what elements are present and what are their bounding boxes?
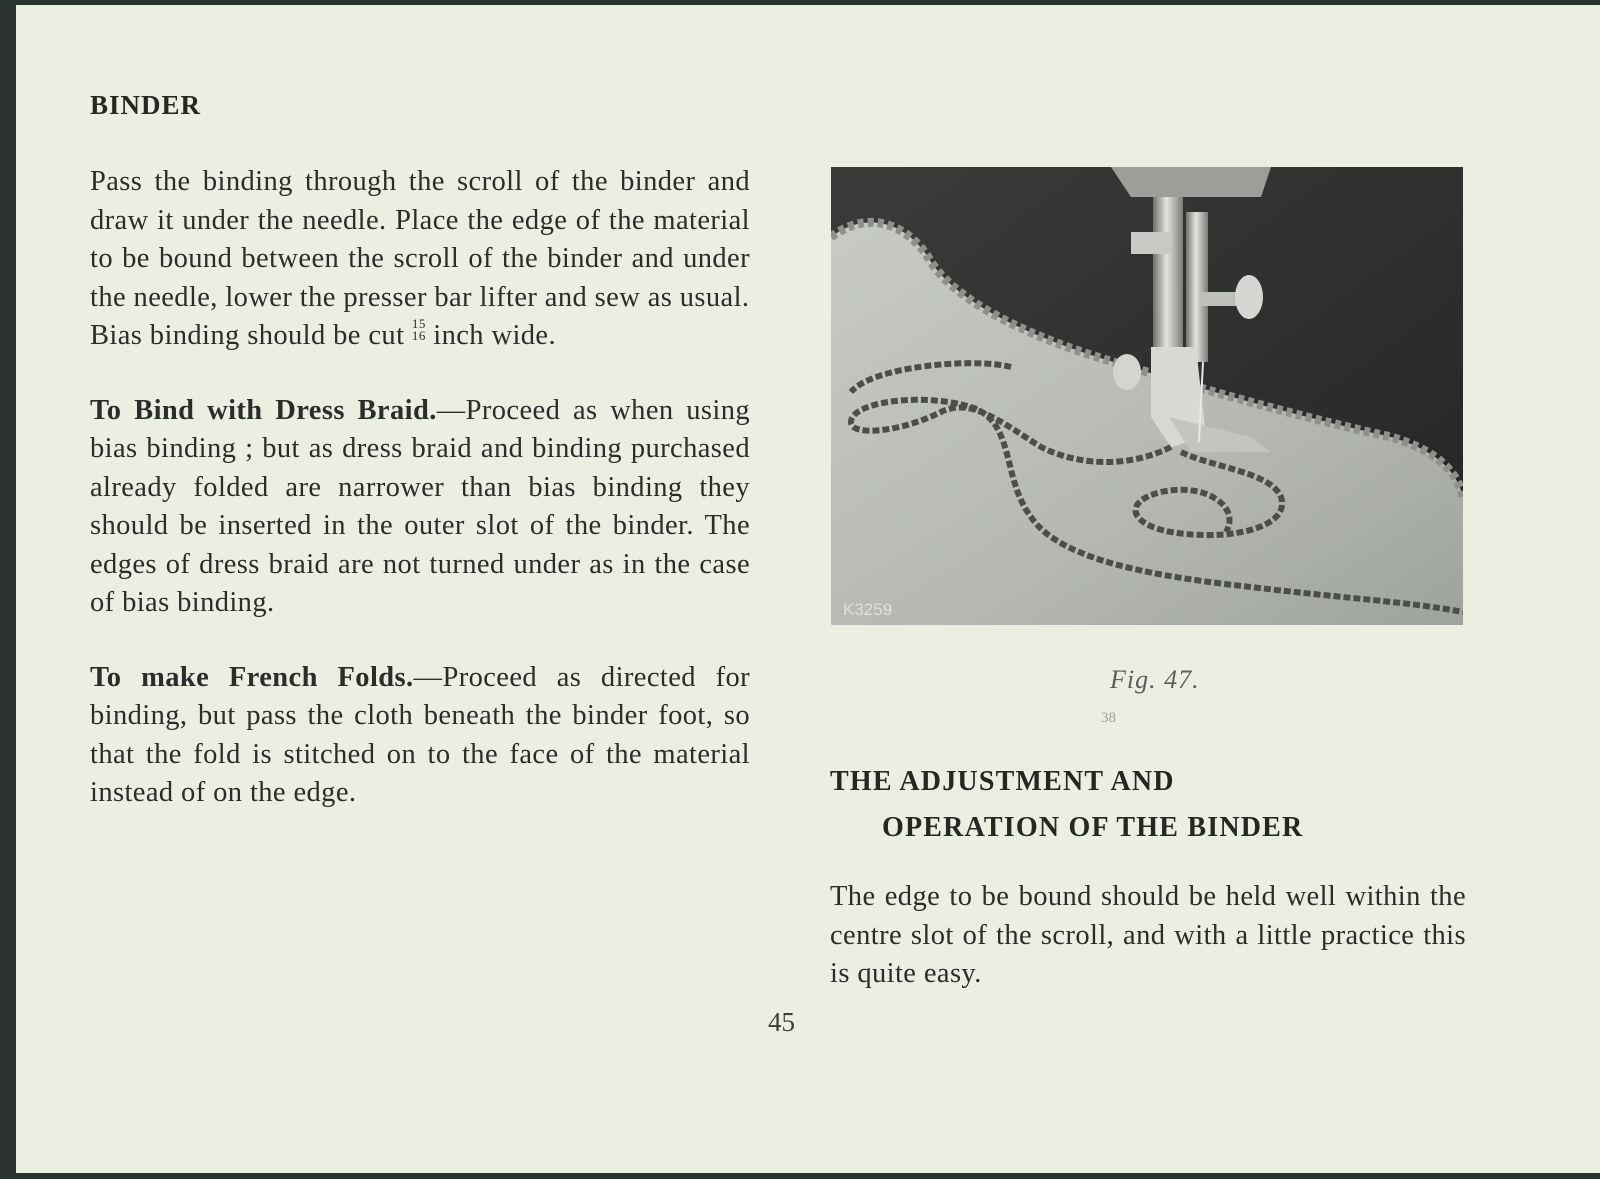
- bias-width-text-after: inch wide.: [433, 320, 556, 351]
- fraction-numerator: 15: [411, 316, 426, 331]
- fraction-fifteen-sixteenths: [412, 318, 426, 342]
- dress-braid-paragraph: [90, 392, 750, 623]
- dress-braid-runin-heading: To Bind with Dress Braid.: [90, 394, 437, 426]
- thumb-screw: [1235, 275, 1263, 319]
- adjustment-heading-line2: OPERATION OF THE BINDER: [882, 812, 1304, 843]
- french-folds-runin-heading: To make French Folds.: [90, 661, 414, 693]
- faint-side-mark: 38: [1101, 710, 1116, 726]
- right-column: [830, 878, 1466, 994]
- french-folds-paragraph: [90, 659, 750, 813]
- left-column: [90, 90, 750, 813]
- manual-page: [16, 5, 1600, 1173]
- fraction-denominator: 16: [411, 328, 426, 343]
- dress-braid-text: —Proceed as when using bias binding ; but as dress braid and binding purchased already folded are narrower than bias binding they should be inserted in the outer slot of the binder. The edges of dress braid are not turned under as in the case of bias binding.: [90, 394, 750, 618]
- needle-bar: [1186, 212, 1208, 362]
- page-number: 45: [768, 1007, 795, 1037]
- adjustment-heading: [830, 759, 1470, 851]
- bar-clamp: [1131, 232, 1171, 254]
- machine-head: [1111, 167, 1271, 197]
- binder-photo-illustration: [831, 167, 1463, 625]
- figure-caption: Fig. 47.: [1110, 665, 1200, 694]
- bias-width-text-before: Bias binding should be cut: [90, 320, 405, 351]
- adjustment-text: The edge to be bound should be held well within the centre slot of the scroll, and with a little practice this is quite easy.: [830, 881, 1466, 989]
- binder-knob: [1113, 354, 1141, 390]
- binder-instructions: Pass the binding through the scroll of the binder and draw it under the needle. Place the edge of the material to be bound between the scroll of the binder and under the needle, lower the presser bar lifter and sew as usual.: [90, 166, 750, 313]
- bias-width-note: [90, 317, 750, 356]
- thumb-screw-shaft: [1201, 292, 1241, 306]
- binder-heading: BINDER: [90, 90, 202, 120]
- binder-photo: [831, 167, 1463, 625]
- photo-code: K3259: [843, 600, 893, 619]
- french-folds-text: —Proceed as directed for binding, but pass the cloth beneath the binder foot, so that the fold is stitched on to the face of the material instead of on the edge.: [90, 661, 750, 808]
- adjustment-heading-line1: THE ADJUSTMENT AND: [830, 766, 1175, 797]
